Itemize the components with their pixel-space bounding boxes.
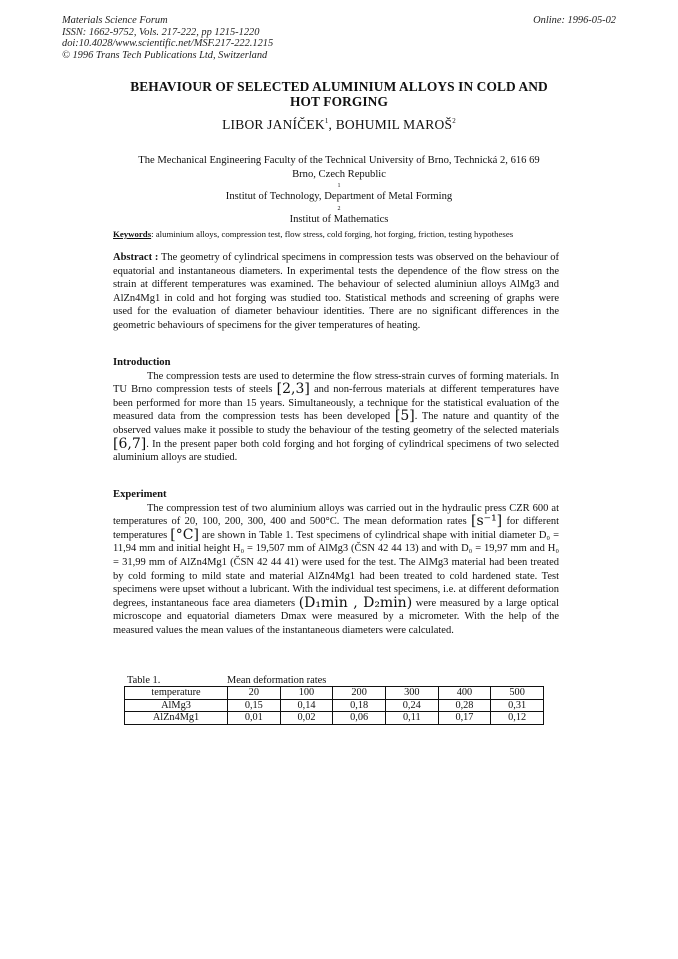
affiliation-line-1: The Mechanical Engineering Faculty of the Technical University of Brno, Technická 2, 616 69 xyxy=(138,155,540,166)
table-cell: 0,15 xyxy=(228,699,281,712)
keywords xyxy=(113,229,513,239)
unit-temperature: [°C] xyxy=(170,526,199,543)
table-cell: AlZn4Mg1 xyxy=(125,712,228,725)
author-1: LIBOR JANÍČEK xyxy=(222,117,325,132)
table-cell: 0,01 xyxy=(228,712,281,725)
title-line-1: BEHAVIOUR OF SELECTED ALUMINIUM ALLOYS IN COLD AND xyxy=(130,79,548,94)
journal-header xyxy=(62,15,273,61)
table-header-cell: 300 xyxy=(385,687,438,700)
institute-2: Institut of Mathematics xyxy=(289,213,389,225)
exp-text-1: The compression test of two aluminium alloys was carried out in the hydraulic press CZR 600 at temperatures of 20, 100, 200, 300, 400 and 500°C. The mean deformation rates xyxy=(113,502,559,528)
intro-text-1: The compression tests are used to determine the flow stress-strain curves of forming materials. In TU Brno compression tests of steels xyxy=(113,370,559,396)
table-header-cell: 400 xyxy=(438,687,491,700)
table-cell: 0,06 xyxy=(333,712,386,725)
table-header-cell: 20 xyxy=(228,687,281,700)
table-header-cell: 100 xyxy=(280,687,333,700)
intro-ref-1: [2,3] xyxy=(276,381,310,398)
table-cell: 0,14 xyxy=(280,699,333,712)
title-line-2: HOT FORGING xyxy=(290,94,388,109)
table-cell: 0,18 xyxy=(333,699,386,712)
table-cell: 0,02 xyxy=(280,712,333,725)
table-row xyxy=(125,712,544,725)
author-list xyxy=(0,117,678,133)
intro-text-4: . In the present paper both cold forging and hot forging of cylindrical specimens of two selected aluminium alloys are studied. xyxy=(113,438,559,464)
table-label: Table 1. xyxy=(127,675,161,686)
table-cell: 0,28 xyxy=(438,699,491,712)
abstract xyxy=(113,251,559,333)
deformation-rates-table xyxy=(124,686,544,725)
table-header-cell: 200 xyxy=(333,687,386,700)
paper-title xyxy=(100,79,578,109)
table-header-row xyxy=(125,687,544,700)
keywords-text: : aluminium alloys, compression test, flow stress, cold forging, hot forging, friction, testing hypotheses xyxy=(151,229,514,239)
intro-ref-2: [5] xyxy=(394,408,415,425)
table-title: Mean deformation rates xyxy=(227,675,327,686)
institute-1: Institut of Technology, Department of Metal Forming xyxy=(225,191,453,202)
table-cell: 0,31 xyxy=(491,699,544,712)
introduction-heading: Introduction xyxy=(113,357,171,368)
exp-text-3: are shown in Table 1. Test specimens of cylindrical shape with initial diameter D₀ = 11,94 mm and initial height H₀ = 19,507 mm of AlMg3 (ČSN 42 44 13) and with D₀ = 19,97 mm and H₀ = 31,99 mm of AlZn4Mg1 (ČSN 42 44 41) were used for the test. The AlMg3 material had been treated by cold forming to mild state and material AlZn4Mg1 had been treated to cold hardened state. Test specimens were upset without a lubricant. With the individual test specimens, i.e. at different deformation degrees, instantaneous face area diameters xyxy=(113,529,560,609)
table-cell: 0,24 xyxy=(385,699,438,712)
table-cell: 0,12 xyxy=(491,712,544,725)
experiment-heading: Experiment xyxy=(113,489,167,500)
table-row xyxy=(125,699,544,712)
table-header-cell: temperature xyxy=(125,687,228,700)
journal-name: Materials Science Forum xyxy=(62,15,168,26)
author-2: BOHUMIL MAROŠ xyxy=(335,117,453,132)
online-date: Online: 1996-05-02 xyxy=(533,15,616,26)
keywords-label: Keywords xyxy=(113,229,152,239)
doi-line: doi:10.4028/www.scientific.net/MSF.217-222.1215 xyxy=(62,38,274,50)
abstract-label: Abstract : xyxy=(113,252,159,263)
author-1-sup: 1 xyxy=(324,117,329,125)
table-cell: AlMg3 xyxy=(125,699,228,712)
experiment-paragraph xyxy=(113,502,559,638)
affiliation-sup-1: 1 xyxy=(337,183,341,189)
intro-ref-3: [6,7] xyxy=(113,435,147,452)
author-separator: , xyxy=(328,117,333,132)
unit-rate: [s⁻¹] xyxy=(471,513,503,530)
intro-text-3: . The nature and quantity of the observed values make it possible to study the behaviour of the testing geometry of the selected materials xyxy=(113,411,560,436)
diameter-notation: (D₁min , D₂min) xyxy=(298,594,413,611)
abstract-text: The geometry of cylindrical specimens in compression tests was observed on the behaviour of equatorial and instantaneous diameters. In experimental tests the dependence of the flow stress on the strain at different temperatures was examined. The behaviour of selected aluminiun alloys AlMg3 and AlZn4Mg1 in cold and hot forging was studied too. Statistical methods and screening of graphs were used for the evaluation of diameter behaviour identities. There are no significant differences in the geometric behaviours of specimens for the giver temperatures of heating. xyxy=(113,252,559,331)
exp-text-4: were measured by a large optical microscope and equatorial diameters Dmax were measured by a micrometer. With the help of the measured values the mean values of the instantaneous diameters were calculated. xyxy=(113,597,560,636)
exp-text-2: for different temperatures xyxy=(113,516,560,541)
introduction-paragraph xyxy=(113,370,559,465)
affiliation-line-2: Brno, Czech Republic xyxy=(292,168,386,180)
issn-line: ISSN: 1662-9752, Vols. 217-222, pp 1215-1220 xyxy=(62,26,260,38)
copyright-line: © 1996 Trans Tech Publications Ltd, Switzerland xyxy=(62,49,268,61)
author-2-sup: 2 xyxy=(452,117,456,125)
affiliations xyxy=(100,154,578,226)
intro-text-2: and non-ferrous materials at different temperatures have been performed for more than 15 years. Simultaneously, a technique for the statistical evaluation of the measured data from the compression tests has been developed xyxy=(113,384,560,423)
table-header-cell: 500 xyxy=(491,687,544,700)
experiment-section xyxy=(113,488,559,638)
affiliation-sup-2: 2 xyxy=(337,205,341,212)
table-caption xyxy=(127,675,327,686)
introduction-section xyxy=(113,356,559,465)
table-cell: 0,17 xyxy=(438,712,491,725)
table-cell: 0,11 xyxy=(385,712,438,725)
